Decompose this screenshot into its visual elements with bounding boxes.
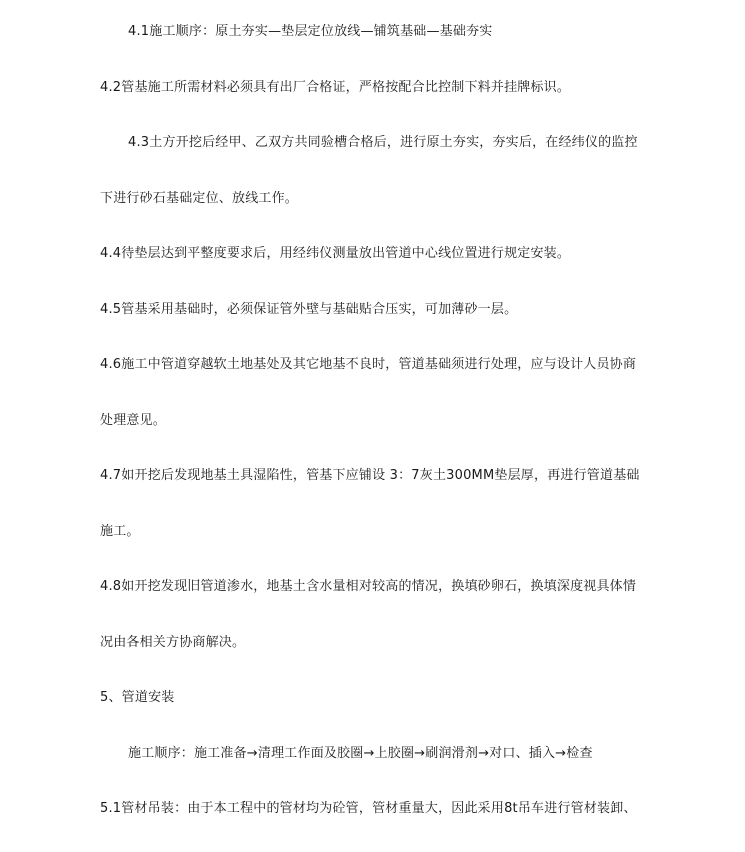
text-line-4-3: 4.3土方开挖后经甲、乙双方共同验槽合格后，进行原土夯实，夯实后，在经纬仪的监控 [128,135,638,150]
text-line-4-8: 4.8如开挖发现旧管道渗水，地基土含水量相对较高的情况，换填砂卵石，换填深度视具体情 [100,579,637,594]
text-line-4-6-cont: 处理意见。 [100,413,167,428]
text-line-4-1: 4.1施工顺序：原土夯实—垫层定位放线—铺筑基础—基础夯实 [128,24,493,39]
text-line-4-3-cont: 下进行砂石基础定位、放线工作。 [100,191,299,206]
text-line-5-1: 5.1管材吊装：由于本工程中的管材均为砼管，管材重量大，因此采用8t吊车进行管材装卸、 [100,801,637,816]
text-line-5-sequence: 施工顺序：施工准备→清理工作面及胶圈→上胶圈→刷润滑剂→对口、插入→检查 [128,746,593,761]
text-line-4-6: 4.6施工中管道穿越软土地基处及其它地基不良时，管道基础须进行处理，应与设计人员协商 [100,357,637,372]
text-line-4-7: 4.7如开挖后发现地基土具湿陷性，管基下应铺设 3：7灰土300MM垫层厚，再进行管道基础 [100,468,640,483]
text-line-4-7-cont: 施工。 [100,524,140,539]
text-line-4-8-cont: 况由各相关方协商解决。 [100,635,246,650]
text-line-4-4: 4.4待垫层达到平整度要求后，用经纬仪测量放出管道中心线位置进行规定安装。 [100,246,571,261]
section-heading-5: 5、管道安装 [100,690,175,705]
text-line-4-5: 4.5管基采用基础时，必须保证管外壁与基础贴合压实，可加薄砂一层。 [100,302,518,317]
text-line-4-2: 4.2管基施工所需材料必须具有出厂合格证，严格按配合比控制下料并挂牌标识。 [100,80,571,95]
